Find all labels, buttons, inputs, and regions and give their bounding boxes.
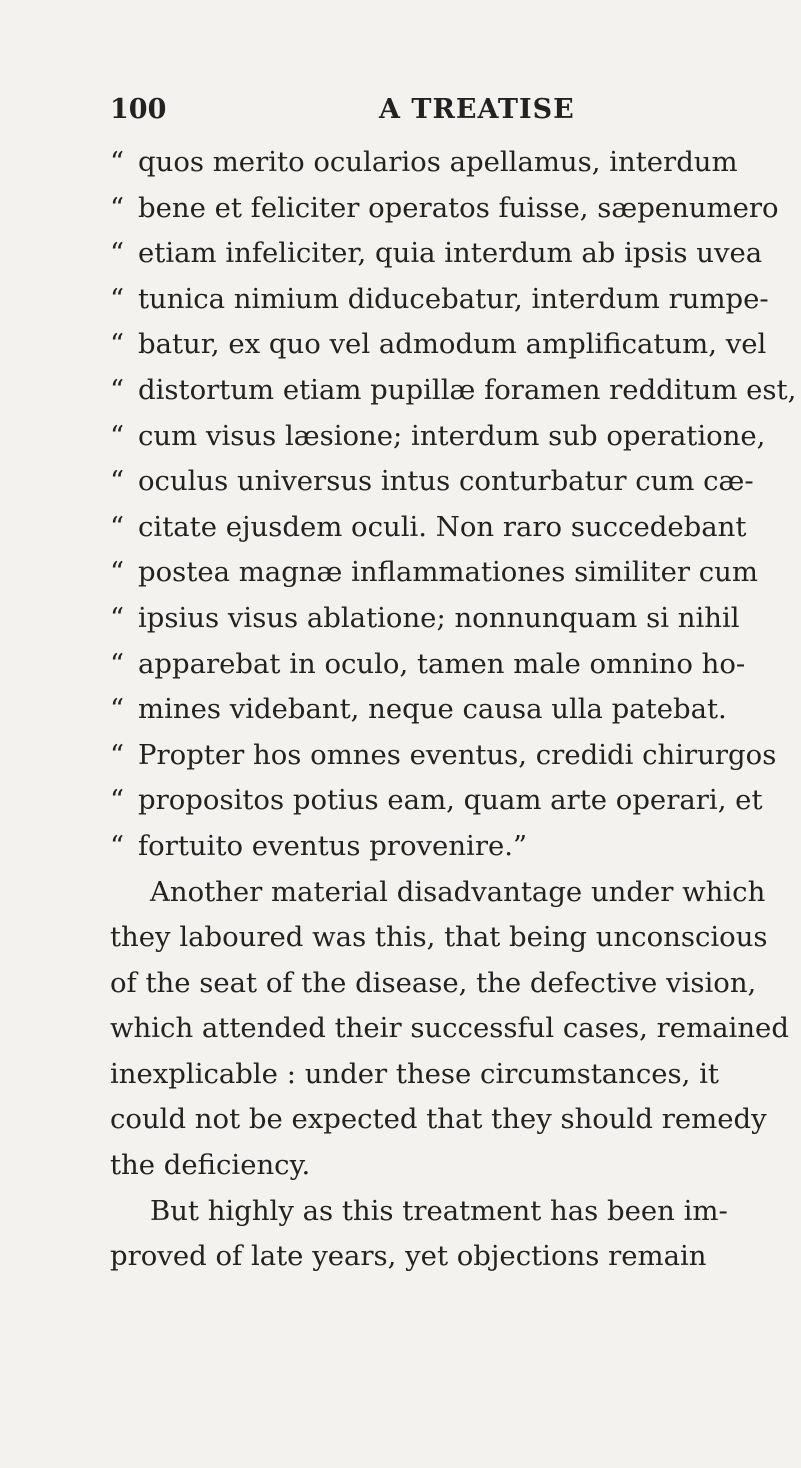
line-text: ipsius visus ablatione; nonnunquam si nihil bbox=[138, 601, 740, 634]
line-text: they laboured was this, that being unconscious bbox=[110, 921, 768, 954]
line-text: bene et feliciter operatos fuisse, sæpenumero bbox=[138, 191, 779, 224]
line-text: But highly as this treatment has been im- bbox=[150, 1194, 728, 1227]
quote-mark: “ bbox=[110, 647, 125, 680]
quote-mark: “ bbox=[110, 829, 125, 862]
text-line bbox=[110, 642, 770, 688]
line-text: batur, ex quo vel admodum amplificatum, vel bbox=[138, 328, 767, 361]
text-line bbox=[110, 1006, 789, 1052]
quote-mark: “ bbox=[110, 784, 125, 817]
text-line bbox=[110, 1143, 770, 1189]
line-text: the deficiency. bbox=[110, 1149, 311, 1182]
line-text: propositos potius eam, quam arte operari, et bbox=[138, 784, 763, 817]
line-text: etiam infeliciter, quia interdum ab ipsis uvea bbox=[138, 237, 763, 270]
text-line bbox=[110, 733, 777, 779]
running-head: A TREATISE bbox=[379, 94, 575, 125]
text-line bbox=[110, 596, 770, 642]
text-line bbox=[110, 1189, 770, 1235]
quote-mark: “ bbox=[110, 738, 125, 771]
line-text: apparebat in oculo, tamen male omnino ho- bbox=[138, 647, 746, 680]
line-text: tunica nimium diducebatur, interdum rumpe- bbox=[138, 282, 769, 315]
quote-mark: “ bbox=[110, 373, 125, 406]
line-text: Propter hos omnes eventus, credidi chirurgos bbox=[138, 738, 777, 771]
line-text: fortuito eventus provenire.” bbox=[138, 829, 528, 862]
quote-mark: “ bbox=[110, 601, 125, 634]
text-line bbox=[110, 550, 770, 596]
line-text: of the seat of the disease, the defective vision, bbox=[110, 966, 757, 999]
quote-mark: “ bbox=[110, 465, 125, 498]
quote-mark: “ bbox=[110, 556, 125, 589]
page-number: 100 bbox=[110, 94, 167, 125]
text-line bbox=[110, 1052, 770, 1098]
line-text: mines videbant, neque causa ulla patebat. bbox=[138, 693, 727, 726]
quote-mark: “ bbox=[110, 237, 125, 270]
text-line bbox=[110, 322, 770, 368]
line-text: which attended their successful cases, remained bbox=[110, 1012, 789, 1045]
line-text: distortum etiam pupillæ foramen redditum est, bbox=[138, 373, 797, 406]
text-line bbox=[110, 231, 770, 277]
text-line bbox=[110, 778, 770, 824]
line-text: inexplicable : under these circumstances, it bbox=[110, 1057, 719, 1090]
text-line bbox=[110, 459, 770, 505]
quote-mark: “ bbox=[110, 282, 125, 315]
line-text: Another material disadvantage under which bbox=[150, 875, 766, 908]
text-line bbox=[110, 824, 770, 870]
text-line bbox=[110, 368, 797, 414]
quote-mark: “ bbox=[110, 328, 125, 361]
text-line bbox=[110, 414, 770, 460]
quote-mark: “ bbox=[110, 693, 125, 726]
quote-mark: “ bbox=[110, 191, 125, 224]
text-line bbox=[110, 915, 770, 961]
text-line bbox=[110, 277, 770, 323]
line-text: quos merito ocularios apellamus, interdum bbox=[138, 146, 738, 178]
quote-mark: “ bbox=[110, 419, 125, 452]
line-text: oculus universus intus conturbatur cum cæ- bbox=[138, 465, 754, 498]
quote-mark: “ bbox=[110, 146, 125, 178]
text-line bbox=[110, 505, 770, 551]
page-header bbox=[110, 94, 750, 134]
line-text: proved of late years, yet objections remain bbox=[110, 1240, 707, 1273]
line-text: cum visus læsione; interdum sub operatione, bbox=[138, 419, 766, 452]
body-text bbox=[110, 140, 797, 1280]
text-line bbox=[110, 870, 770, 916]
text-line bbox=[110, 186, 779, 232]
line-text: citate ejusdem oculi. Non raro succedebant bbox=[138, 510, 747, 543]
text-line bbox=[110, 140, 770, 186]
text-line bbox=[110, 1234, 770, 1280]
line-text: postea magnæ inflammationes similiter cum bbox=[138, 556, 758, 589]
text-line bbox=[110, 961, 770, 1007]
quote-mark: “ bbox=[110, 510, 125, 543]
text-line bbox=[110, 1097, 770, 1143]
line-text: could not be expected that they should remedy bbox=[110, 1103, 767, 1136]
text-line bbox=[110, 687, 770, 733]
